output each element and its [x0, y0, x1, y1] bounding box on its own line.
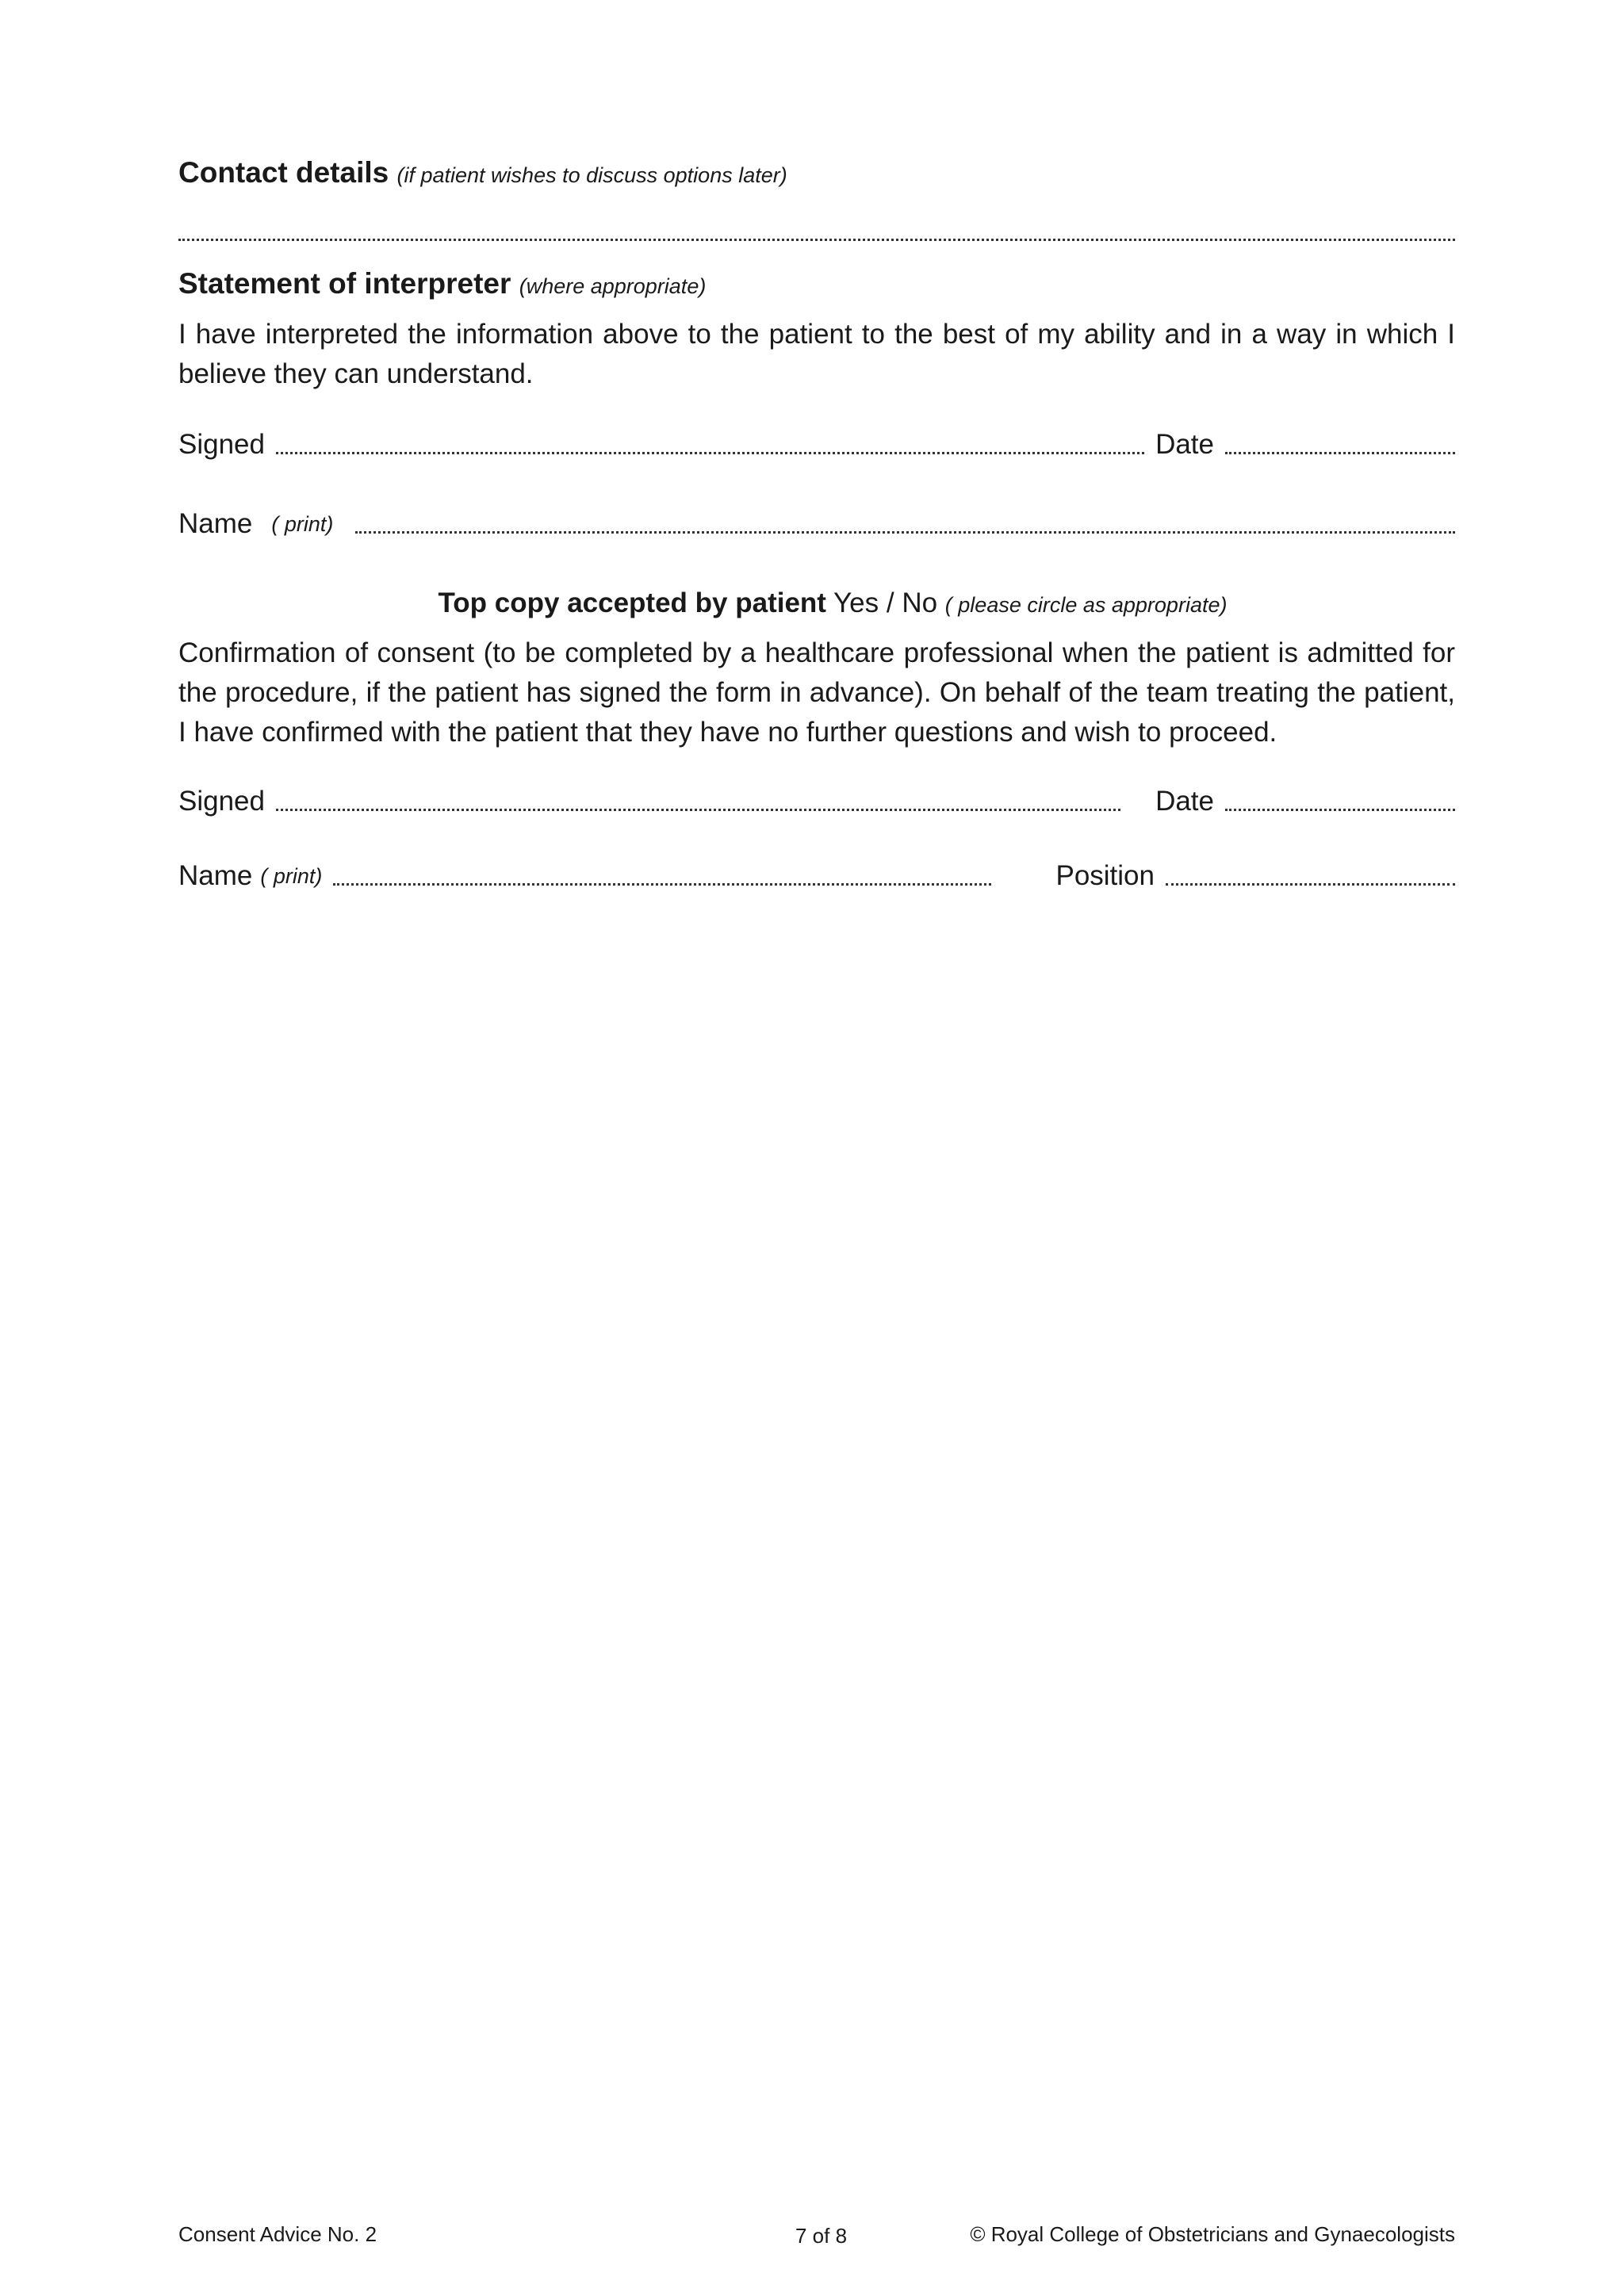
confirmation-name-label: Name [178, 860, 253, 891]
confirmation-signed-label: Signed [178, 786, 265, 817]
interpreter-date-label: Date [1155, 429, 1214, 460]
footer-page-number: 7 of 8 [795, 2224, 848, 2248]
top-copy-label: Top copy accepted by patient [438, 587, 826, 618]
contact-details-heading [178, 155, 1455, 193]
interpreter-signed-row [178, 427, 1455, 462]
form-content [178, 155, 1455, 894]
top-copy-note: ( please circle as appropriate) [944, 593, 1228, 617]
confirmation-signed-row [178, 784, 1455, 819]
top-copy-options[interactable]: Yes / No [833, 587, 938, 618]
interpreter-signature-field[interactable] [276, 452, 1144, 454]
interpreter-name-field[interactable] [355, 531, 1455, 534]
confirmation-text: Confirmation of consent (to be completed by a healthcare professional when the patient is admitted for the procedure, if the patient has signed the form in advance). On behalf of the team treating the patient, I have confirmed with the patient that they have no further questions and wish to proceed. [178, 637, 1455, 748]
interpreter-name-row [178, 507, 1455, 541]
confirmation-position-label: Position [1055, 860, 1155, 891]
interpreter-heading [178, 266, 1455, 304]
interpreter-date-field[interactable] [1225, 452, 1455, 454]
footer-copyright: © Royal College of Obstetricians and Gynaecologists [970, 2222, 1455, 2246]
interpreter-signed-label: Signed [178, 429, 265, 460]
contact-details-title: Contact details [178, 156, 389, 189]
interpreter-title: Statement of interpreter [178, 267, 511, 300]
confirmation-print-note: ( print) [260, 864, 323, 888]
interpreter-name-label: Name [178, 508, 253, 539]
interpreter-statement: I have interpreted the information above to the patient to the best of my ability and in a way in which I believe they can understand. [178, 319, 1455, 389]
confirmation-date-label: Date [1155, 786, 1214, 817]
interpreter-print-note: ( print) [271, 512, 334, 536]
confirmation-name-row [178, 859, 1455, 894]
confirmation-position-field[interactable] [1166, 883, 1455, 886]
top-copy-row [178, 586, 1455, 622]
contact-details-note: (if patient wishes to discuss options later) [396, 163, 787, 187]
footer-document-name: Consent Advice No. 2 [178, 2222, 377, 2246]
confirmation-name-field[interactable] [333, 883, 991, 886]
interpreter-note: (where appropriate) [519, 274, 707, 298]
confirmation-signature-field[interactable] [276, 809, 1120, 811]
confirmation-date-field[interactable] [1225, 809, 1455, 811]
